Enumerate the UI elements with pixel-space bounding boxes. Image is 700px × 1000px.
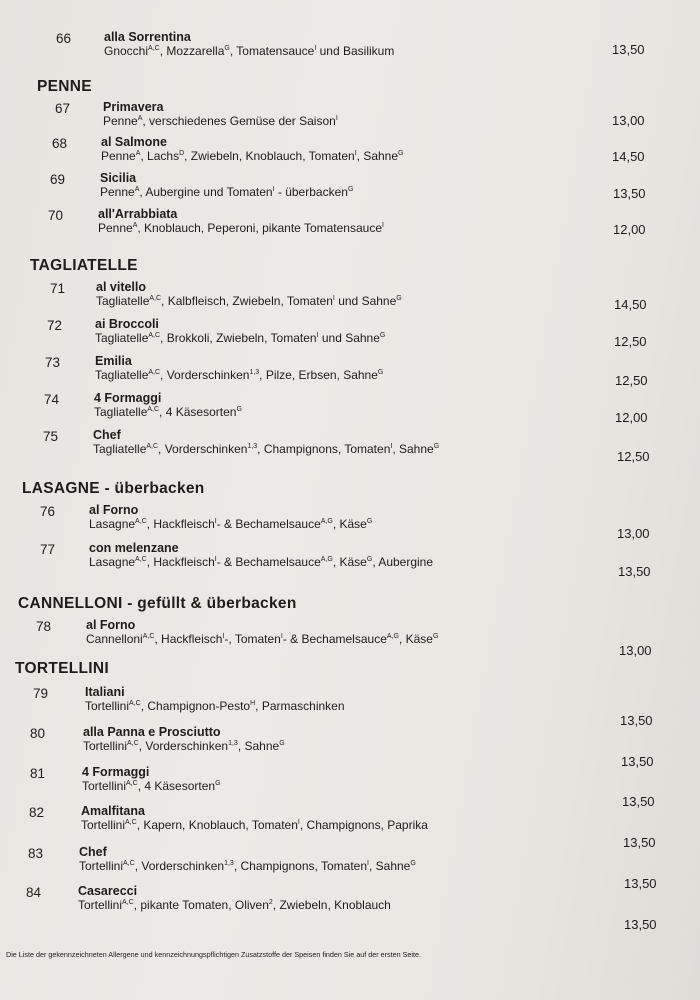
item-price: 13,00 [619,643,652,658]
item-number: 83 [28,846,44,861]
item-description: Tagliatelle$^{A,C}$, Vorderschinken$^{1,3}$, Champignons, Tomaten$^I$, Sahne$^G$ [93,442,440,456]
item-name: Chef [79,845,107,859]
item-description: Tortellini$^{A,C}$, Kapern, Knoblauch, Tomaten$^I$, Champignons, Paprika [81,818,428,832]
item-description: Gnocchi$^{A,C}$, Mozzarella$^G$, Tomatensauce$^I$ und Basilikum [104,44,395,58]
item-name: Amalfitana [81,804,145,818]
item-description: Tagliatelle$^{A,C}$, Kalbfleisch, Zwiebeln, Tomaten$^I$ und Sahne$^G$ [96,294,402,308]
section-title: CANNELLONI - gefüllt & überbacken [18,595,297,612]
item-name: Italiani [85,685,125,699]
item-number: 69 [50,172,66,187]
item-number: 70 [48,208,64,223]
item-price: 13,50 [624,917,657,932]
item-number: 80 [30,726,46,741]
item-price: 13,50 [623,835,656,850]
item-description: Penne$^A$, Knoblauch, Peperoni, pikante Tomatensauce$^I$ [98,221,384,235]
item-number: 72 [47,318,63,333]
item-name: con melenzane [89,541,179,555]
item-price: 13,50 [622,794,655,809]
item-description: Penne$^A$, verschiedenes Gemüse der Saison$^I$ [103,114,338,128]
item-description: Cannelloni$^{A,C}$, Hackfleisch$^I$-, Tomaten$^I$- & Bechamelsauce$^{A,G}$, Käse$^G$ [86,632,439,646]
item-number: 73 [45,355,61,370]
item-price: 12,50 [614,334,647,349]
item-description: Penne$^A$, Lachs$^D$, Zwiebeln, Knoblauch, Tomaten$^I$, Sahne$^G$ [101,149,404,163]
item-name: Sicilia [100,171,137,185]
item-name: Chef [93,428,121,442]
section-title: LASAGNE - überbacken [22,480,205,497]
item-price: 13,50 [620,713,653,728]
item-number: 79 [33,686,49,701]
item-name: 4 Formaggi [94,391,162,405]
item-price: 13,50 [613,186,646,201]
item-number: 84 [26,885,42,900]
item-name: alla Panna e Prosciutto [83,725,221,739]
item-price: 13,00 [617,526,650,541]
item-name: Emilia [95,354,132,368]
item-description: Tagliatelle$^{A,C}$, Brokkoli, Zwiebeln, Tomaten$^I$ und Sahne$^G$ [95,331,386,345]
item-price: 12,00 [615,410,648,425]
item-name: Casarecci [78,884,138,898]
item-number: 71 [50,281,66,296]
item-description: Tortellini$^{A,C}$, Vorderschinken$^{1,3}$, Champignons, Tomaten$^I$, Sahne$^G$ [79,859,416,873]
section-title: TAGLIATELLE [30,257,138,274]
item-description: Lasagne$^{A,C}$, Hackfleisch$^I$- & Bechamelsauce$^{A,G}$, Käse$^G$, Aubergine [89,555,434,569]
allergen-footnote: Die Liste der gekennzeichneten Allergene und kennzeichnungspflichtigen Zusatzstoffe der Speisen finden Sie auf der ersten Seite. [6,950,422,959]
item-name: all'Arrabbiata [98,207,178,221]
item-price: 13,00 [612,113,645,128]
item-description: Tagliatelle$^{A,C}$, Vorderschinken$^{1,3}$, Pilze, Erbsen, Sahne$^G$ [95,368,384,382]
item-number: 78 [36,619,52,634]
item-description: Tortellini$^{A,C}$, 4 Käsesorten$^G$ [82,779,221,793]
item-number: 81 [30,766,46,781]
item-description: Tagliatelle$^{A,C}$, 4 Käsesorten$^G$ [94,405,242,419]
item-description: Penne$^A$, Aubergine und Tomaten$^I$ - überbacken$^G$ [100,185,354,199]
item-price: 12,50 [615,373,648,388]
section-title: PENNE [37,78,92,95]
item-number: 74 [44,392,60,407]
item-price: 13,50 [612,42,645,57]
item-name: alla Sorrentina [104,30,191,44]
item-name: Primavera [103,100,164,114]
item-number: 82 [29,805,45,820]
item-description: Tortellini$^{A,C}$, pikante Tomaten, Oliven$^2$, Zwiebeln, Knoblauch [78,898,391,912]
item-number: 68 [52,136,68,151]
item-number: 76 [40,504,56,519]
item-price: 14,50 [612,149,645,164]
item-number: 77 [40,542,56,557]
item-price: 12,00 [613,222,646,237]
item-name: 4 Formaggi [82,765,150,779]
item-price: 12,50 [617,449,650,464]
item-name: ai Broccoli [95,317,159,331]
item-description: Tortellini$^{A,C}$, Champignon-Pesto$^H$, Parmaschinken [85,699,345,713]
item-name: al Salmone [101,135,167,149]
item-number: 75 [43,429,59,444]
section-title: TORTELLINI [15,660,109,677]
item-number: 67 [55,101,71,116]
item-price: 13,50 [621,754,654,769]
item-name: al Forno [89,503,139,517]
item-description: Tortellini$^{A,C}$, Vorderschinken$^{1,3}$, Sahne$^G$ [83,739,285,753]
item-description: Lasagne$^{A,C}$, Hackfleisch$^I$- & Bechamelsauce$^{A,G}$, Käse$^G$ [89,517,373,531]
item-name: al vitello [96,280,147,294]
item-name: al Forno [86,618,136,632]
item-price: 13,50 [618,564,651,579]
item-number: 66 [56,31,72,46]
item-price: 13,50 [624,876,657,891]
item-price: 14,50 [614,297,647,312]
